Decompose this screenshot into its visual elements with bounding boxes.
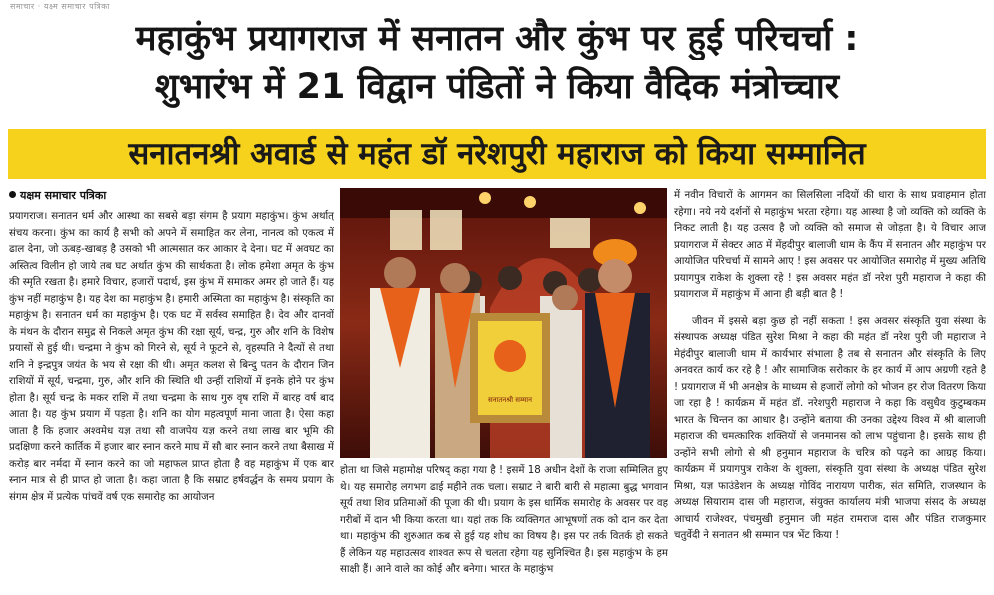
byline [9, 188, 106, 203]
award-ceremony-photo [340, 188, 667, 458]
article-paragraph: होता था जिसे महामोक्ष परिषद् कहा गया है ! इसमें 18 अधीन देशों के राजा सम्मिलित हुए थे। यह समारोह लगभग ढाई महीने तक चला। सम्राट ने बारी बारी से महात्मा बुद्ध भगवान सूर्य तथा शिव प्रतिमाओं की पूजा की थी। प्रयाग के इस धार्मिक समारोह के अवसर पर वह गरीबों में दान भी किया करता था। यहां तक कि व्यक्तिगत आभूषणों तक को दान कर देता था। महाकुंभ की शुरुआत कब से हुई यह शोध का विषय है। इस पर तर्क वितर्क हो सकते हैं लेकिन यह महाउत्सव शाश्वत रूप से चलता रहेगा यह सुनिश्चित है। इस महाकुंभ के हम साक्षी हैं। आने वाले का कोई और बनेगा। भारत के महाकुंभ [340, 465, 668, 575]
article-column-1 [9, 209, 334, 589]
subheadline-band: सनातनश्री अवार्ड से महंत डॉ नरेशपुरी महाराज को किया सम्मानित [8, 129, 986, 179]
masthead-strip: समाचार · यक्ष्म समाचार पत्रिका [0, 0, 994, 12]
headline-line-2: शुभारंभ में 21 विद्वान पंडितों ने किया वैदिक मंत्रोच्चार [154, 67, 840, 107]
photo-illustration [340, 188, 667, 458]
byline-text: यक्षम समाचार पत्रिका [20, 189, 107, 202]
plaque-caption: सनातनश्री सम्मान [487, 396, 533, 404]
article-column-2 [340, 463, 668, 589]
headline-line-1: महाकुंभ प्रयागराज में सनातन और कुंभ पर हुई परिचर्चा : [135, 19, 859, 59]
article-paragraph: जीवन में इससे बड़ा कुछ हो नहीं सकता ! इस अवसर संस्कृति युवा संस्था के संस्थापक अध्यक्ष पंडित सुरेश मिश्रा ने कहा की महंत डॉ नरेश पुरी जी महाराज ने मेहंदीपुर बालाजी धाम में कार्यभार संभाला है तब से सनातन और संस्कृति के लिए अनवरत कार्य कर रहे है ! और सामाजिक सरोकार के हर कार्य में आप अग्रणी रहते है ! प्रयागराज में भी अनक्षेत्र के माध्यम से हजारों लोगो को भोजन हर रोज वितरण किया जा रहा है ! कार्यक्रम में महंत डॉ. नरेशपुरी महाराज ने कहा कि वसुधैव कुटुम्बकम भारत के चिन्तन का आधार है। उन्होंने बताया की उनका उद्देश्य विश्व में श्री बालाजी महाराज की चमत्कारिक शक्तियों से जनमानस को लाभ पहुंचाना है। इसके साथ ही उन्होंने सभी लोगो से श्री हनुमान महाराज के चरित्र को पढ़ने का आग्रह किया। कार्यक्रम में प्रयागपुत्र राकेश के शुक्ला, संस्कृति युवा संस्था के अध्यक्ष पंडित सुरेश मिश्रा, यज्ञ फाउंडेशन के अध्यक्ष गोविंद नारायण पारीक, संत समिति, राजस्थान के अध्यक्ष सियाराम दास जी महाराज, संयुक्त कार्यालय मंत्री भाजपा संसद के अध्यक्ष आचार्य राजेश्वर, पंचमुखी हनुमान जी महंत रामराज दास और पंडित राजकुमार चतुर्वेदी ने सनातन श्री सम्मान पत्र भेंट किया ! [674, 315, 986, 541]
article-paragraph: प्रयागराज। सनातन धर्म और आस्था का सबसे बड़ा संगम है प्रयाग महाकुंभ। कुंभ अर्थात् संचय करना। कुंभ का कार्य है सभी को अपने में समाहित कर लेना, नानत्व को एकत्व में ढाल देना, जो ऊबड़-खाबड़ है उसको भी आत्मसात कर आकार दे देना। घट में अवघट का अस्तित्व विलीन हो जाये तब घट अर्थात कुंभ की सार्थकता है। लोक हमेशा अमृत के कुंभ की स्मृति रखता है। हमारे विचार, हजारों पदार्थ, इस कुंभ में समाकर अमर हो जाते हैं। यह कुंभ नहीं महाकुंभ है। यह देश का महाकुंभ है। हमारी अस्मिता का महाकुंभ है। संस्कृति का महाकुंभ है। सनातन धर्म का महाकुंभ है। एक घट में सर्वस्व समाहित है। देव और दानवों के मंथन के दौरान समुद्र से निकले अमृत कुंभ की रक्षा सूर्य, चन्द्र, गुरु और शनि के विशेष प्रयासों से हुई थी। चन्द्रमा ने कुंभ को गिरने से, सूर्य ने फूटने से, वृहस्पति ने दैत्यों से तथा शनि ने इन्द्रपुत्र जयंत के भय से रक्षा की थी। अमृत कलश से बिन्दु पतन के दौरान जिन राशियों में सूर्य, चन्द्रमा, गुरु, और शनि की स्थिति थी उन्हीं राशियों में इनके होने पर कुंभ होता है। सूर्य चन्द्र के मकर राशि में तथा चन्द्रमा के साथ गुरु वृष राशि में बारह वर्ष बाद आता है। यह कुंभ प्रयाग में पड़ता है। शनि का योग महत्वपूर्ण माना जाता है। ऐसा कहा जाता है कि हजार अश्वमेध यज्ञ तथा सौ वाजपेय यज्ञ करने तथा लाख बार भूमि की प्रदक्षिणा करने कार्तिक में हजार बार स्नान करने माघ में सौ बार स्नान करने तथा बैसाख में करोड़ बार नर्मदा में स्नान करने का जो महाफल प्राप्त होता है वह महाकुंभ में एक बार स्नान मात्र से ही प्राप्त हो जाता है। कहा जाता है कि सम्राट हर्षवर्द्धन के समय प्रयाग के संगम क्षेत्र में प्रत्येक पांचवें वर्ष एक समारोह का आयोजन [9, 211, 334, 503]
article-column-3 [674, 188, 986, 588]
bullet-icon [9, 191, 16, 198]
article-paragraph: में नवीन विचारों के आगमन का सिलसिला नदियों की धारा के साथ प्रवाहमान होता रहेगा। नये नये दर्शनों से महाकुंभ भरता रहेगा। यह आस्था है जो व्यक्ति को व्यक्ति के निकट लाती है। यह उत्सव है जो व्यक्ति को समाज से जोड़ता है। ये विचार आज प्रयागराज में सेक्टर आठ में मेंहदीपुर बालाजी धाम के कैंप में सनातन और महाकुंभ पर आयोजित परिचर्चा में सामने आए ! इस अवसर पर आयोजित समारोह में मुख्य अतिथि प्रयागपुत्र राकेश के शुक्ला रहे ! इस अवसर महंत डॉ नरेश पुरी महाराज ने कहा की प्रयागराज में महाकुंभ में आना ही बड़ी बात है ! [674, 190, 986, 300]
